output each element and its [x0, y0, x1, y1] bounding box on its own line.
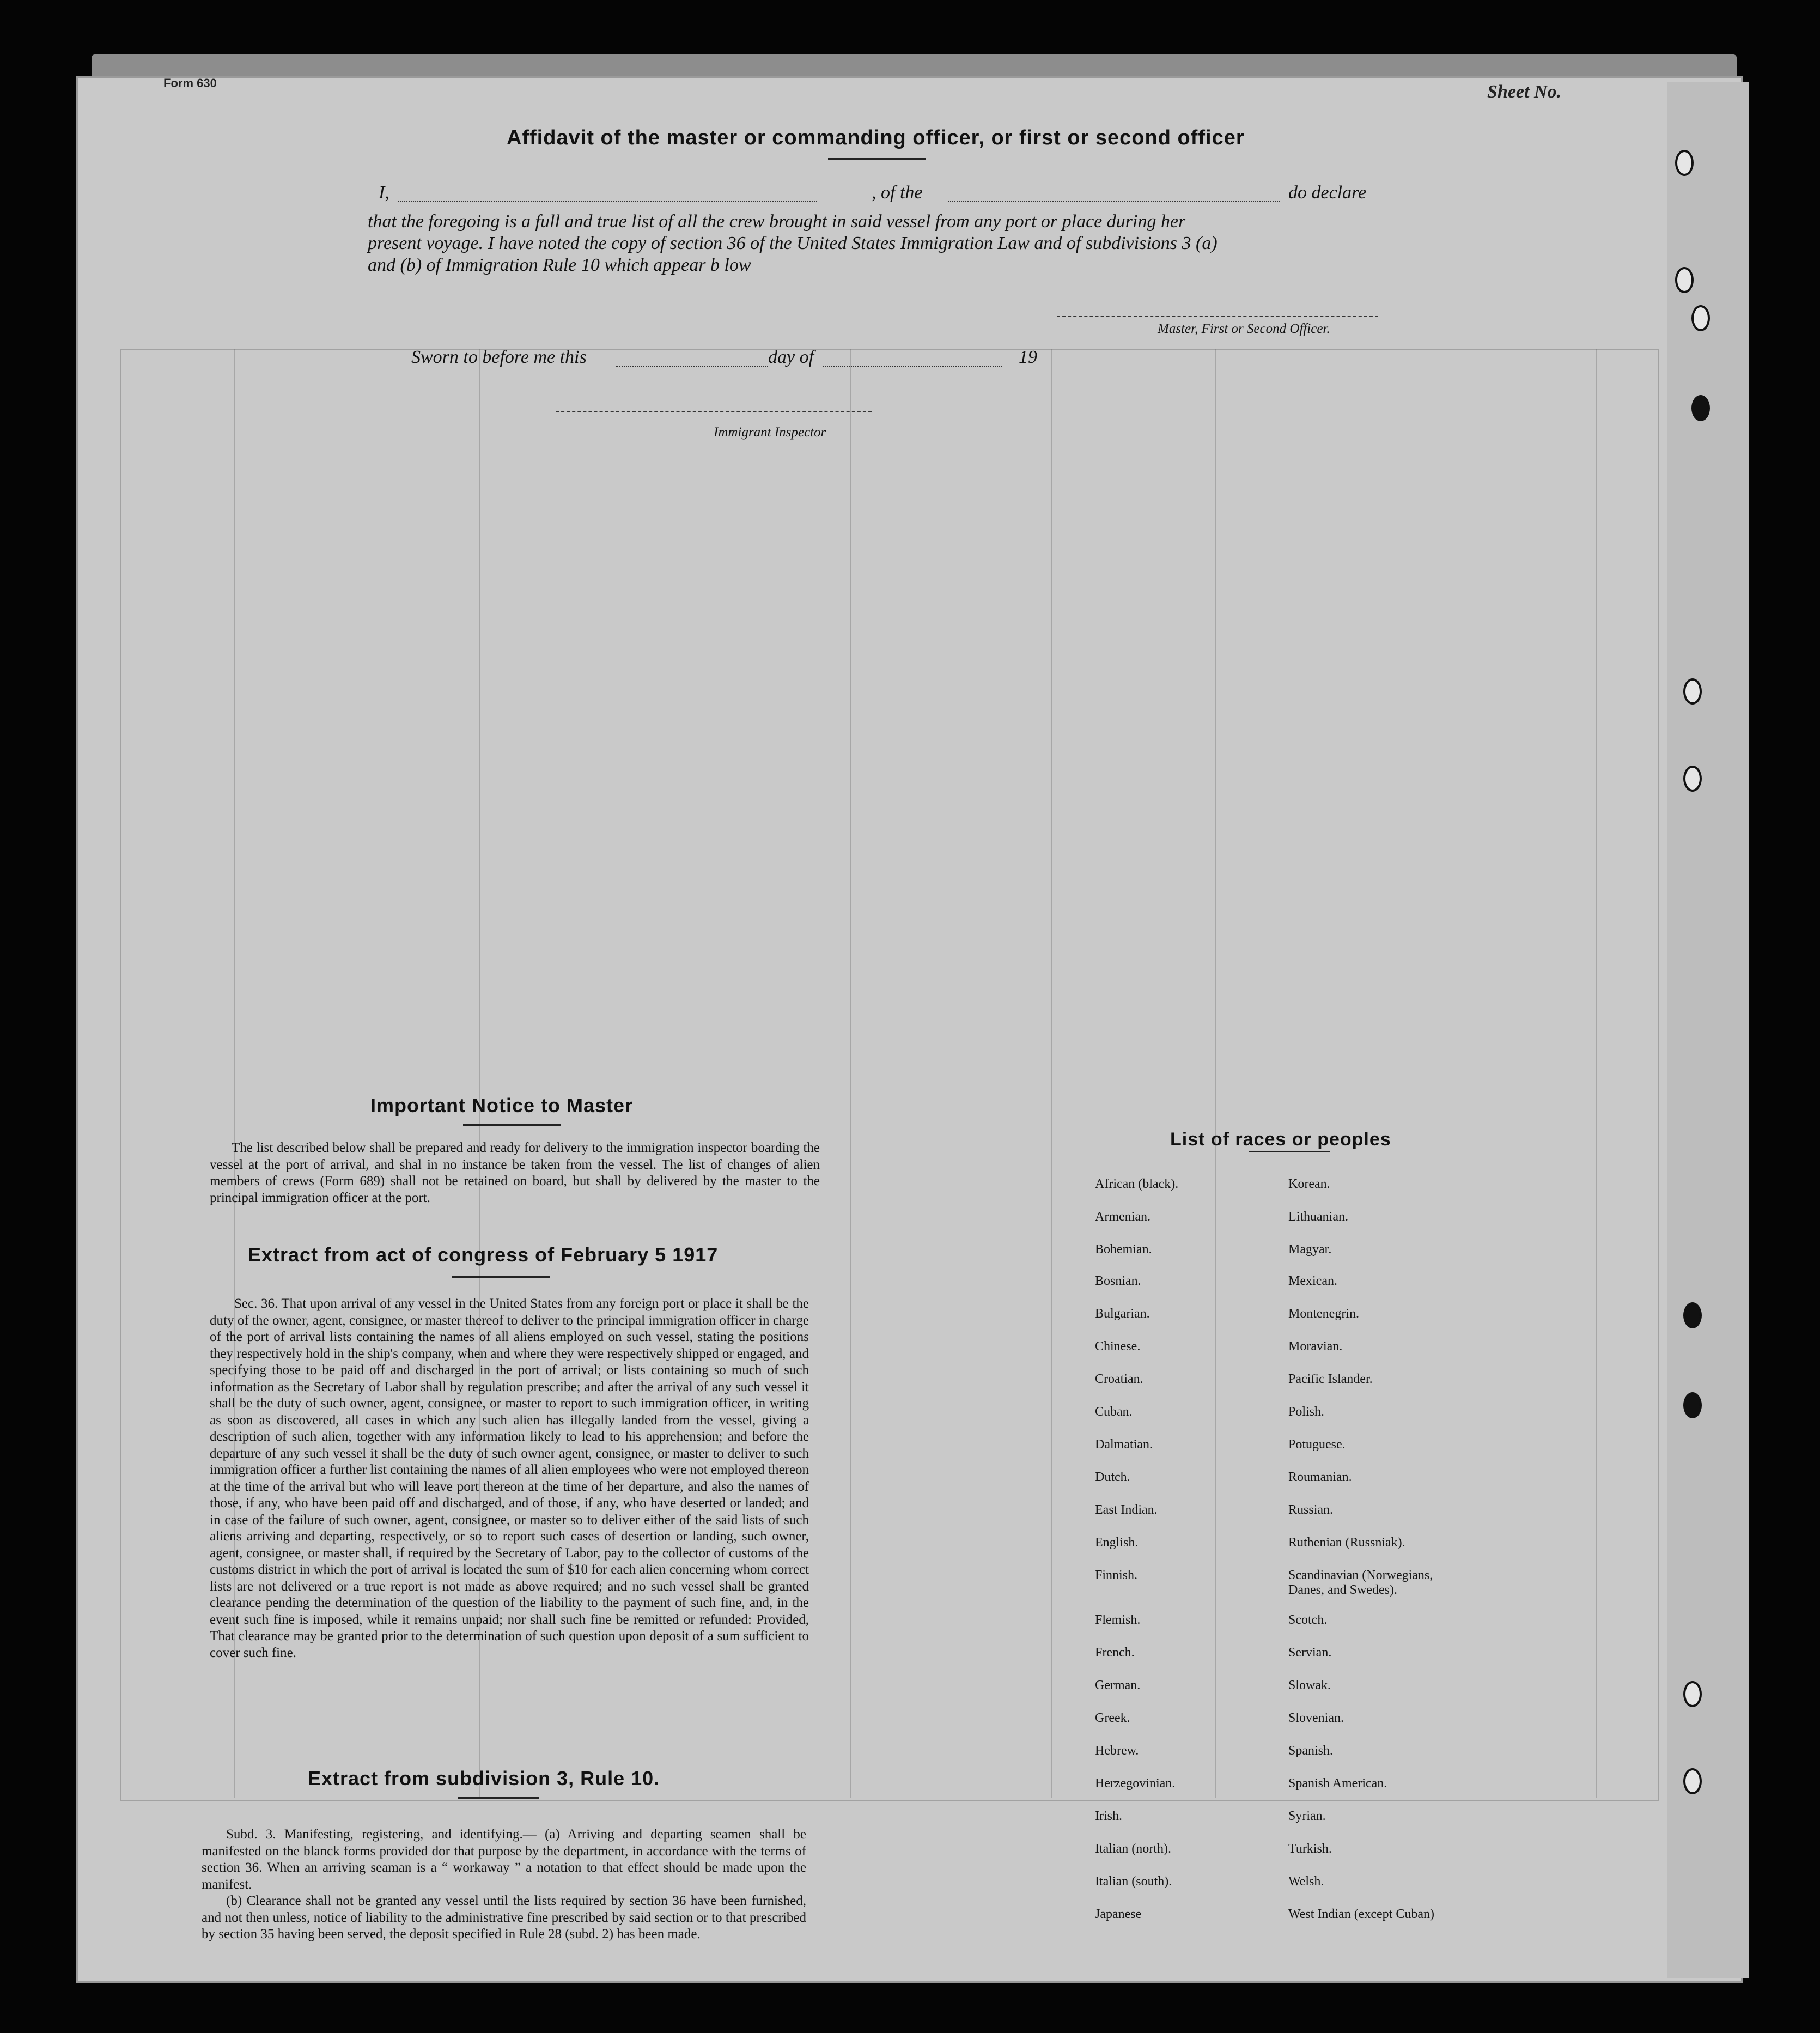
race-right-item: Syrian. [1288, 1809, 1326, 1823]
race-left-item: English. [1095, 1536, 1139, 1550]
race-left-item: East Indian. [1095, 1503, 1158, 1517]
race-right-item: Roumanian. [1288, 1470, 1352, 1484]
act-extract-title: Extract from act of congress of February 5 1917 [248, 1243, 719, 1266]
notice-rule [463, 1124, 561, 1126]
rule-rule [458, 1797, 539, 1799]
race-left-item: Greek. [1095, 1711, 1130, 1725]
master-signature-line [1057, 316, 1378, 317]
race-left-item: Cuban. [1095, 1405, 1133, 1419]
race-right-item: Turkish. [1288, 1842, 1332, 1856]
race-right-item: Welsh. [1288, 1874, 1324, 1889]
name-blank [398, 201, 817, 202]
sheet-number-label: Sheet No. [1487, 82, 1561, 102]
binding-hole-icon [1683, 1392, 1702, 1418]
race-right-item: Montenegrin. [1288, 1307, 1359, 1321]
race-right-item: Polish. [1288, 1405, 1325, 1419]
title-rule [828, 158, 926, 160]
binding-hole-icon [1683, 1302, 1702, 1328]
binding-hole-icon [1683, 1681, 1702, 1707]
inspector-signature-line [556, 411, 872, 412]
binding-strip [1667, 82, 1749, 1978]
grid-line [1215, 349, 1216, 1798]
race-right-item: Lithuanian. [1288, 1210, 1348, 1224]
race-left-item: African (black). [1095, 1177, 1179, 1191]
binding-hole-icon [1691, 395, 1710, 421]
race-left-item: Dutch. [1095, 1470, 1130, 1484]
grid-line [1596, 349, 1597, 1798]
race-left-item: German. [1095, 1678, 1141, 1692]
race-left-item: Italian (south). [1095, 1874, 1172, 1889]
vessel-blank [948, 201, 1280, 202]
race-left-item: Armenian. [1095, 1210, 1151, 1224]
act-extract-text: Sec. 36. That upon arrival of any vessel in the United States from any foreign port or place it shall be the duty of the owner, agent, consignee, or master thereof to deliver to the principal immigration officer in charge of the port of arrival lists containing the names of all aliens employed on such vessel, stating the positions they respectively hold in the ship's company, when and where they were respectively shipped or engaged, and specifying those to be paid off and discharged in the port of arrival; or lists containing so much of such information as the Secretary of Labor shall by regulation prescribe; and after the arrival of any such vessel it shall be the duty of such owner, agent, consignee, or master to report to such immigration officer, in writing as soon as discovered, all cases in which any such alien has illegally landed from the vessel, giving a description of such alien, together with any information likely to lead to his apprehension; and before the departure of any such vessel it shall be the duty of such owner agent, consignee, or master to deliver to such immigration officer a further list containing the names of all alien employees who were not employed thereon at the time of the arrival but who will leave port thereon at the time of her departure, and also the names of those, if any, who have been paid off and discharged, and of those, if any, who have deserted or landed; and in case of the failure of such owner, agent, consignee, or master so to deliver either of the said lists of such aliens arriving and departing, respectively, or so to report such cases of desertion or landing, such owner, agent, consignee, or master shall, if required by the Secretary of Labor, pay to the collector of customs of the customs district in which the port of arrival is located the sum of $10 for each alien concerning whom correct lists are not delivered or a true report is not made as above required; and no such vessel shall be granted clearance pending the determination of the question of the liability to the payment of such fine, and, in the event such fine is imposed, while it remains unpaid; nor shall such fine be remitted or refunded: Provided, That clearance may be granted prior to the determination of such question upon deposit of a sum sufficient to cover such fine. [210, 1296, 809, 1660]
sworn-mid: day of [768, 347, 814, 367]
race-left-item: Japanese [1095, 1907, 1142, 1921]
race-right-item: Scotch. [1288, 1613, 1328, 1627]
races-rule [1249, 1151, 1330, 1152]
form-number: Form 630 [163, 76, 217, 90]
race-left-item: Irish. [1095, 1809, 1122, 1823]
race-right-item: Spanish. [1288, 1744, 1334, 1758]
race-left-item: Bulgarian. [1095, 1307, 1150, 1321]
race-right-item: Slovenian. [1288, 1711, 1344, 1725]
affidavit-line1-mid: , of the [872, 183, 923, 203]
race-left-item: Dalmatian. [1095, 1437, 1153, 1452]
affidavit-title: Affidavit of the master or commanding officer, or first or second officer [507, 126, 1245, 149]
affidavit-line4: and (b) of Immigration Rule 10 which appear b low [368, 255, 751, 275]
master-caption: Master, First or Second Officer. [1158, 321, 1330, 336]
race-left-item: Bohemian. [1095, 1242, 1152, 1257]
race-right-item: Moravian. [1288, 1339, 1343, 1354]
day-blank [616, 366, 768, 367]
inspector-caption: Immigrant Inspector [714, 425, 826, 440]
notice-title: Important Notice to Master [370, 1094, 634, 1116]
binding-hole-icon [1691, 305, 1710, 331]
race-right-item: Scandinavian (Norwegians, Danes, and Swedes). [1288, 1568, 1433, 1597]
race-left-item: Chinese. [1095, 1339, 1141, 1354]
race-right-item: Pacific Islander. [1288, 1372, 1373, 1386]
race-right-item: Mexican. [1288, 1274, 1337, 1288]
race-left-item: Italian (north). [1095, 1842, 1171, 1856]
race-right-item: Spanish American. [1288, 1776, 1387, 1791]
race-left-item: Bosnian. [1095, 1274, 1141, 1288]
binding-hole-icon [1683, 678, 1702, 705]
race-right-item: Korean. [1288, 1177, 1330, 1191]
month-blank [823, 366, 1002, 367]
race-left-item: French. [1095, 1646, 1135, 1660]
affidavit-line3: present voyage. I have noted the copy of section 36 of the United States Immigration Law and of subdivisions 3 (a) [368, 233, 1218, 253]
affidavit-line1-start: I, [379, 183, 389, 203]
race-right-item: Russian. [1288, 1503, 1334, 1517]
race-right-item: Potuguese. [1288, 1437, 1346, 1452]
binding-hole-icon [1675, 267, 1694, 293]
binding-hole-icon [1683, 1768, 1702, 1794]
notice-text: The list described below shall be prepared and ready for delivery to the immigration inspector boarding the vessel at the port of arrival, and shal in no instance be taken from the vessel. The list of changes of alien members of crews (Form 689) shall not be retained on board, but shall by delivered by the master to the principal immigration officer at the port. [210, 1140, 820, 1205]
grid-line [850, 349, 851, 1798]
race-left-item: Flemish. [1095, 1613, 1141, 1627]
race-right-item: Slowak. [1288, 1678, 1331, 1692]
binding-hole-icon [1675, 150, 1694, 176]
races-title: List of races or peoples [1170, 1129, 1391, 1150]
sworn-year: 19 [1019, 347, 1037, 367]
rule-para-b: (b) Clearance shall not be granted any vessel until the lists required by section 36 have been furnished, and not then unless, notice of liability to the administrative fine prescribed by said section or to that prescribed by section 35 having been served, the deposit specified in Rule 28 (subd. 2) has been made. [202, 1894, 806, 1941]
affidavit-line1-end: do declare [1288, 183, 1367, 203]
race-left-item: Croatian. [1095, 1372, 1143, 1386]
race-right-item: Servian. [1288, 1646, 1332, 1660]
race-right-item: West Indian (except Cuban) [1288, 1907, 1434, 1921]
race-left-item: Finnish. [1095, 1568, 1138, 1582]
sworn-start: Sworn to before me this [411, 347, 587, 367]
affidavit-line2: that the foregoing is a full and true list of all the crew brought in said vessel from any port or place during her [368, 211, 1186, 232]
race-right-item: Ruthenian (Russniak). [1288, 1536, 1405, 1550]
race-left-item: Herzegovinian. [1095, 1776, 1176, 1791]
rule-extract-title: Extract from subdivision 3, Rule 10. [308, 1767, 660, 1789]
binding-hole-icon [1683, 766, 1702, 792]
race-left-item: Hebrew. [1095, 1744, 1139, 1758]
race-right-item: Magyar. [1288, 1242, 1332, 1257]
rule-para-a: Subd. 3. Manifesting, registering, and identifying.— (a) Arriving and departing seamen shall be manifested on the blanck forms provided dor that purpose by the department, in accordance with the terms of section 36. When an arriving seaman is a “ workaway ” a notation to that effect should be made upon the manifest. [202, 1827, 806, 1892]
grid-line [1051, 349, 1052, 1798]
act-rule [452, 1276, 550, 1278]
